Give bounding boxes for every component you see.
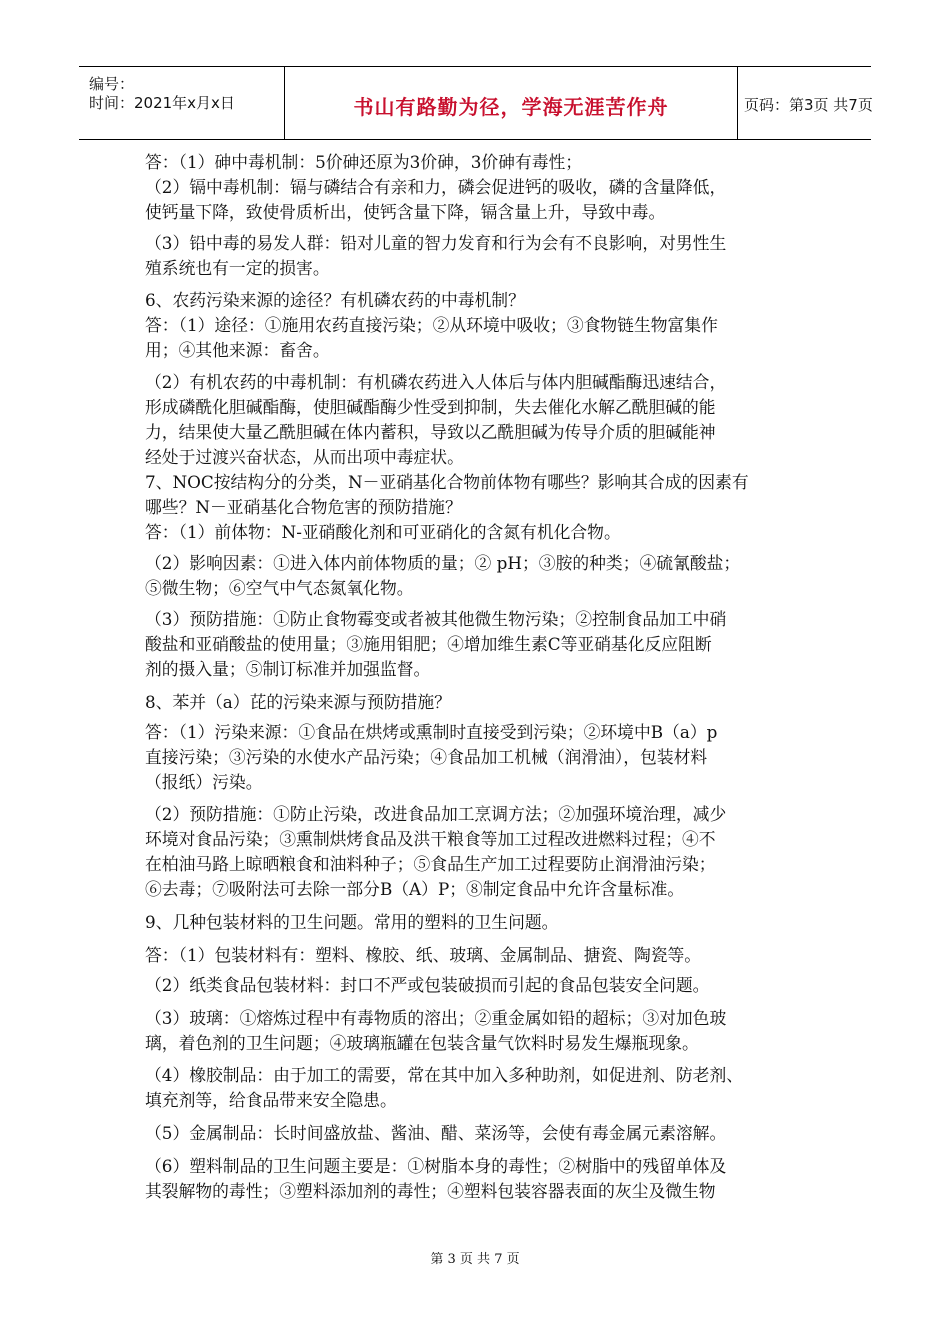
- text-line: ⑤微生物；⑥空气中气态氮氧化物。: [145, 578, 414, 598]
- text-line: 填充剂等，给食品带来安全隐患。: [145, 1090, 397, 1110]
- text-line: 使钙量下降，致使骨质析出，使钙含量下降，镉含量上升，导致中毒。: [145, 202, 666, 222]
- text-line: （5）金属制品：长时间盛放盐、酱油、醋、菜汤等，会使有毒金属元素溶解。: [145, 1123, 727, 1143]
- text-line: 力，结果使大量乙酰胆碱在体内蓄积，导致以乙酰胆碱为传导介质的胆碱能神: [145, 422, 716, 442]
- text-line: （3）玻璃：①熔炼过程中有毒物质的溶出；②重金属如铅的超标；③对加色玻: [145, 1008, 727, 1028]
- text-line: 答：（1）污染来源：①食品在烘烤或熏制时直接受到污染；②环境中B（a）p: [145, 722, 718, 742]
- text-line: 环境对食品污染；③熏制烘烤食品及洪干粮食等加工过程改进燃料过程；④不: [145, 829, 716, 849]
- text-line: （报纸）污染。: [145, 772, 263, 792]
- text-line: 答：（1）砷中毒机制：5价砷还原为3价砷，3价砷有毒性；: [145, 152, 583, 172]
- text-line: 7、NOC按结构分的分类，N－亚硝基化合物前体物有哪些？影响其合成的因素有: [145, 472, 749, 492]
- text-line: 形成磷酰化胆碱酯酶，使胆碱酯酶少性受到抑制，失去催化水解乙酰胆碱的能: [145, 397, 716, 417]
- text-line: 8、苯并（a）芘的污染来源与预防措施？: [145, 692, 451, 712]
- motto: 书山有路勤为径，学海无涯苦作舟: [353, 95, 669, 119]
- page-footer: 第 3 页 共 7 页: [430, 1252, 520, 1267]
- text-line: 其裂解物的毒性；③塑料添加剂的毒性；④塑料包装容器表面的灰尘及微生物: [145, 1181, 716, 1201]
- page-header: [79, 66, 871, 140]
- text-line: （6）塑料制品的卫生问题主要是：①树脂本身的毒性；②树脂中的残留单体及: [145, 1156, 727, 1176]
- date-label: 时间：2021年x月x日: [89, 94, 235, 112]
- text-line: 经处于过渡兴奋状态，从而出项中毒症状。: [145, 447, 464, 467]
- text-line: ⑥去毒；⑦吸附法可去除一部分B（A）P；⑧制定食品中允许含量标准。: [145, 879, 685, 899]
- text-line: 直接污染；③污染的水使水产品污染；④食品加工机械（润滑油），包装材料: [145, 747, 708, 767]
- text-line: （3）预防措施：①防止食物霉变或者被其他微生物污染；②控制食品加工中硝: [145, 609, 727, 629]
- text-line: 酸盐和亚硝酸盐的使用量；③施用钼肥；④增加维生素C等亚硝基化反应阻断: [145, 634, 712, 654]
- header-motto-cell: [285, 67, 738, 139]
- text-line: （4）橡胶制品：由于加工的需要，常在其中加入多种助剂，如促进剂、防老剂、: [145, 1065, 744, 1085]
- text-line: 答：（1）前体物：N-亚硝酸化剂和可亚硝化的含氮有机化合物。: [145, 522, 621, 542]
- text-line: 殖系统也有一定的损害。: [145, 258, 330, 278]
- text-line: 哪些？N－亚硝基化合物危害的预防措施？: [145, 497, 462, 517]
- text-line: 9、几种包装材料的卫生问题。常用的塑料的卫生问题。: [145, 912, 559, 932]
- serial-label: 编号：: [89, 75, 135, 93]
- text-line: 璃，着色剂的卫生问题；④玻璃瓶罐在包装含量气饮料时易发生爆瓶现象。: [145, 1033, 699, 1053]
- text-line: 6、农药污染来源的途径？有机磷农药的中毒机制？: [145, 290, 525, 310]
- text-line: （2）影响因素：①进入体内前体物质的量；② pH；③胺的种类；④硫氰酸盐；: [145, 553, 741, 573]
- header-meta-cell: [79, 67, 285, 139]
- text-line: （3）铅中毒的易发人群：铅对儿童的智力发育和行为会有不良影响，对男性生: [145, 233, 727, 253]
- text-line: 在柏油马路上晾晒粮食和油料种子；⑤食品生产加工过程要防止润滑油污染；: [145, 854, 716, 874]
- text-line: （2）镉中毒机制：镉与磷结合有亲和力，磷会促进钙的吸收，磷的含量降低，: [145, 177, 727, 197]
- text-line: 剂的摄入量；⑤制订标准并加强监督。: [145, 659, 431, 679]
- text-line: （2）有机农药的中毒机制：有机磷农药进入人体后与体内胆碱酯酶迅速结合，: [145, 372, 727, 392]
- page-info: 页码：第3页 共7页: [744, 96, 873, 114]
- text-line: 答：（1）包装材料有：塑料、橡胶、纸、玻璃、金属制品、搪瓷、陶瓷等。: [145, 945, 702, 965]
- text-line: （2）纸类食品包装材料：封口不严或包装破损而引起的食品包装安全问题。: [145, 975, 710, 995]
- text-line: （2）预防措施：①防止污染，改进食品加工烹调方法；②加强环境治理，减少: [145, 804, 727, 824]
- text-line: 答：（1）途径：①施用农药直接污染；②从环境中吸收；③食物链生物富集作: [145, 315, 718, 335]
- text-line: 用；④其他来源：畜舍。: [145, 340, 330, 360]
- header-page-cell: [738, 67, 871, 139]
